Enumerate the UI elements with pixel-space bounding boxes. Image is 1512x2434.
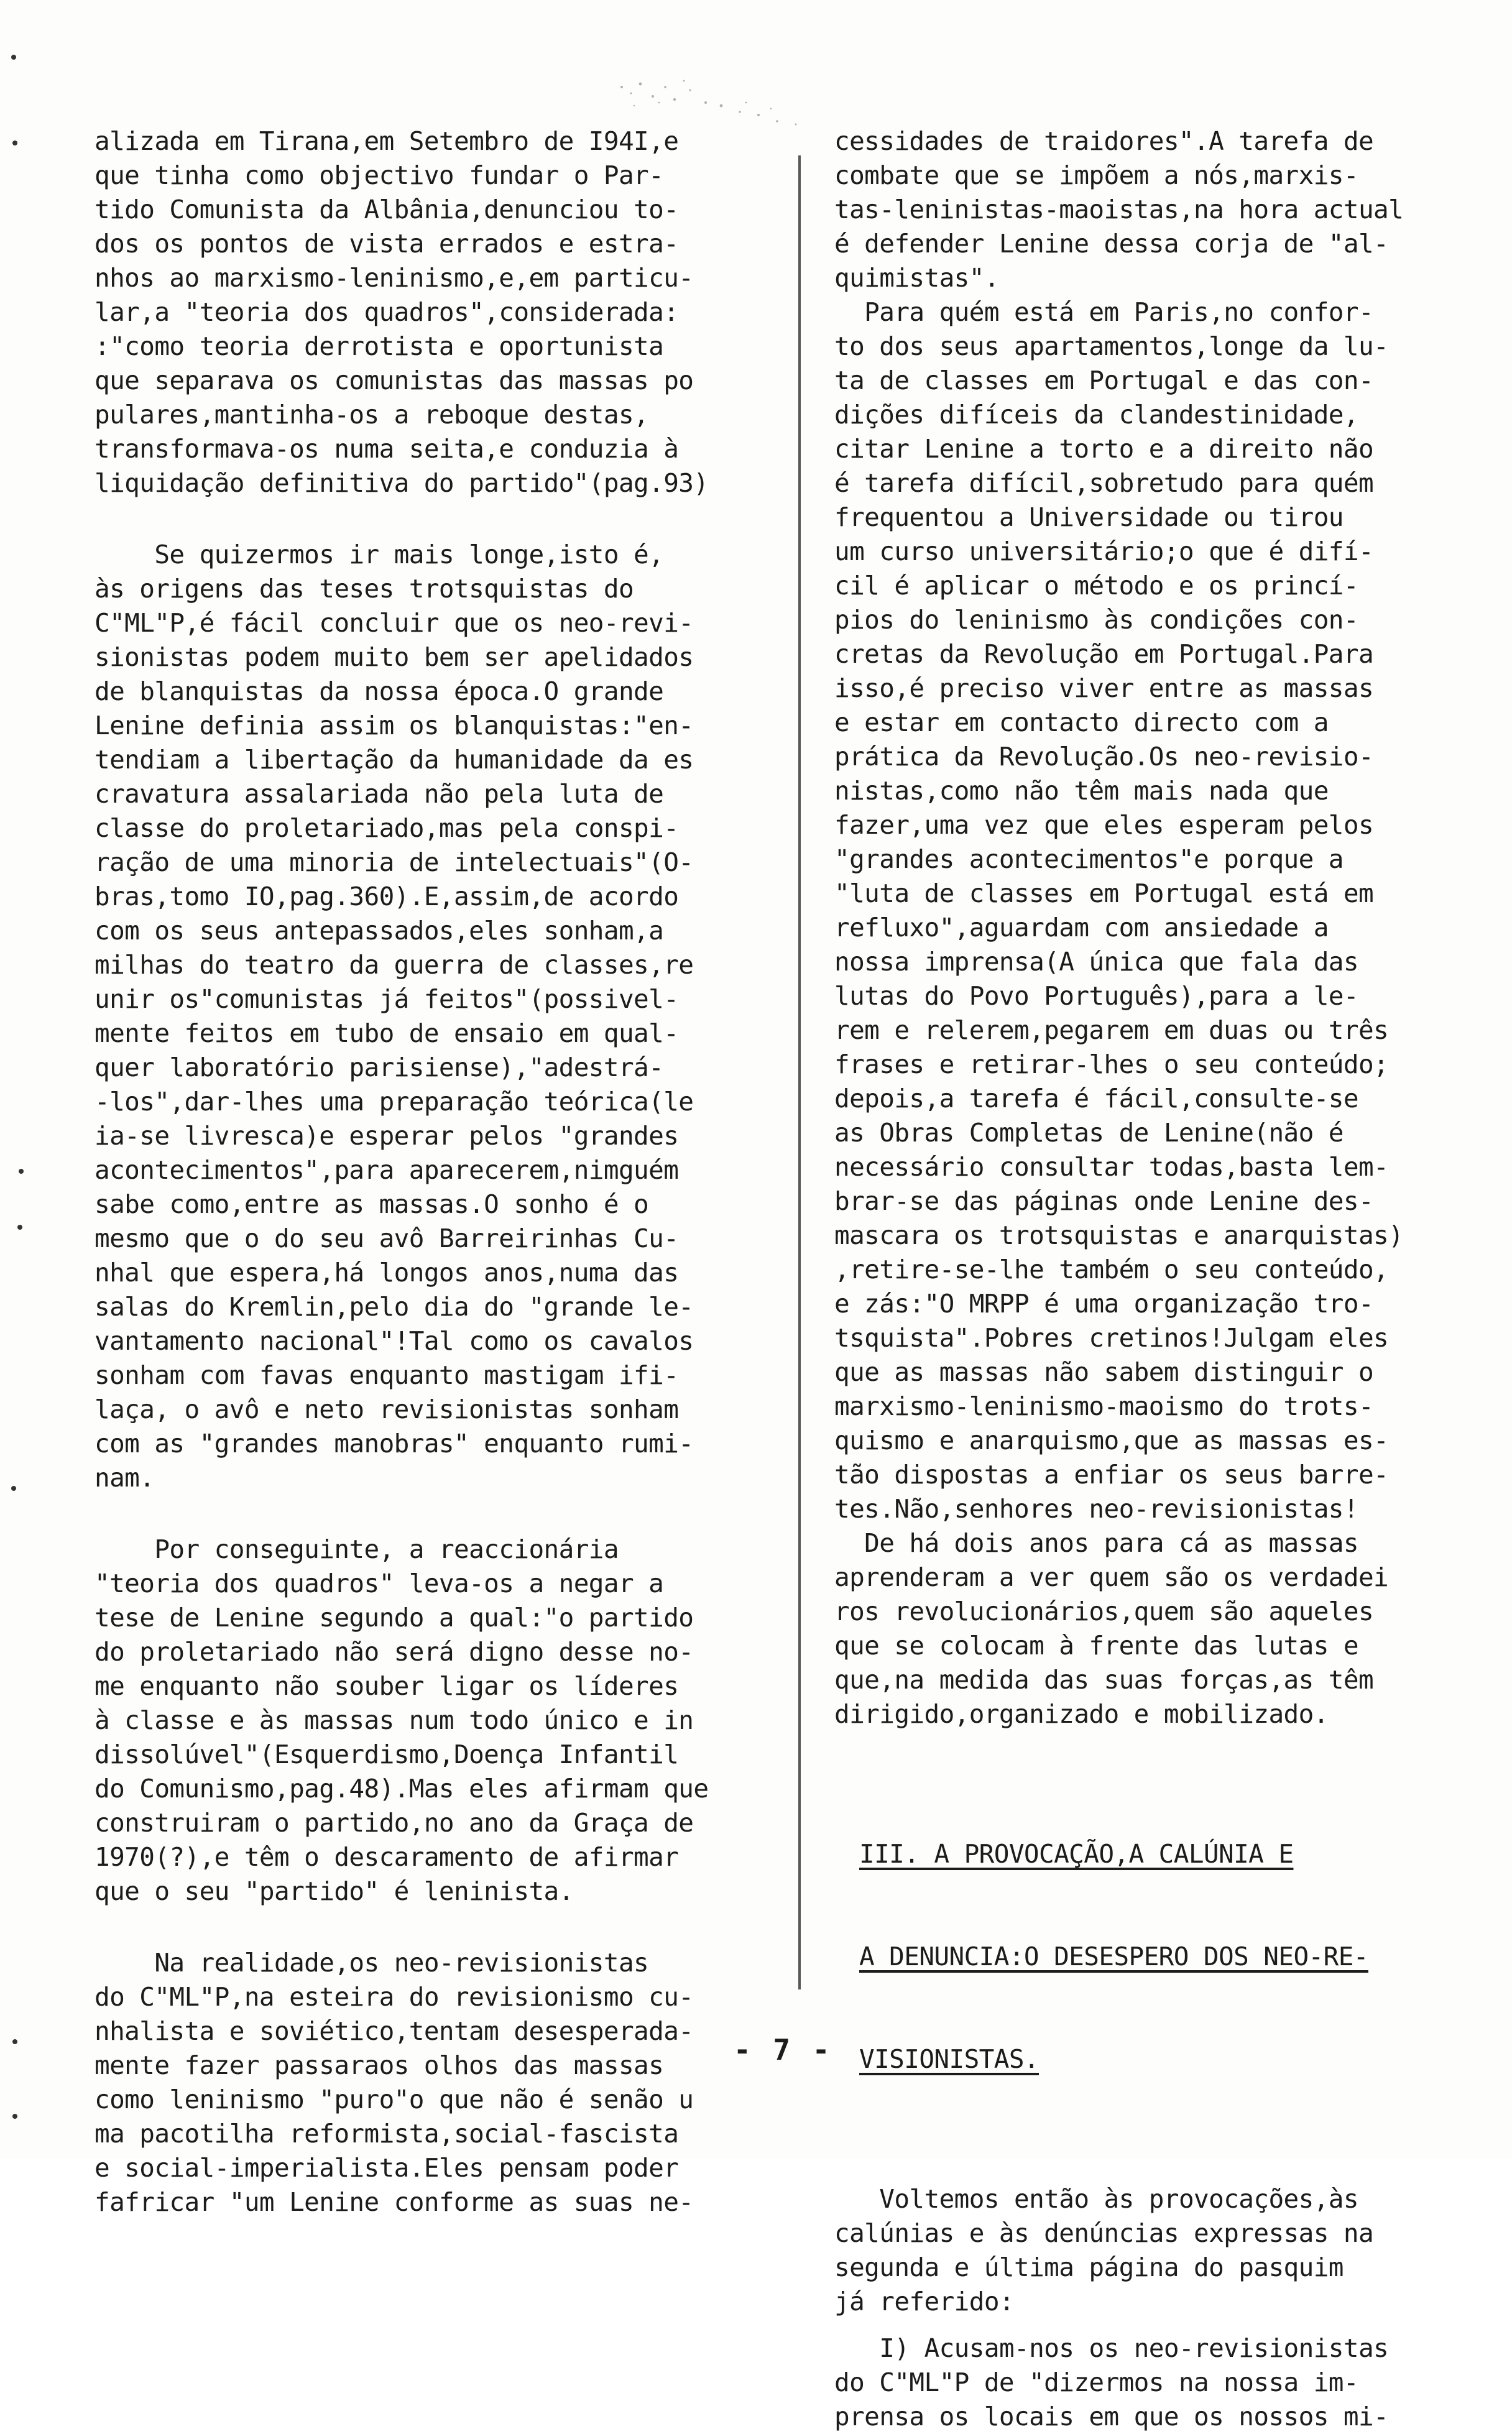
right-paragraph-4: Voltemos então às provocações,às calúnias e às denúncias expressas na segunda e última página do pasquim já referido: xyxy=(834,2184,1374,2316)
right-paragraph-5: I) Acusam-nos os neo-revisionistas do C"ML"P de "dizermos na nossa im- prensa os locais em que os nossos mi- xyxy=(834,2333,1389,2432)
page-number: - 7 - xyxy=(734,2033,832,2067)
column-divider xyxy=(798,155,801,1989)
left-paragraph-4: Na realidade,os neo-revisionistas do C"ML"P,na esteira do revisionismo cu- nhalista e soviético,tentam desesperada- mente fazer passaraos olhos das massas como leninismo "puro"o que não é senão u ma pacotilha reformista,social-fascista e social-imperialista.Eles pensam poder fafricar "um Lenine conforme as suas ne- xyxy=(94,1948,694,2217)
right-column xyxy=(834,124,1512,2434)
scan-speck xyxy=(11,1486,16,1491)
left-paragraph-2: Se quizermos ir mais longe,isto é, às origens das teses trotsquistas do C"ML"P,é fácil concluir que os neo-revi- sionistas podem muito bem ser apelidados de blanquistas da nossa época.O grande Lenine definia assim os blanquistas:"en- tendiam a libertação da humanidade da es cravatura assalariada não pela luta de classe do proletariado,mas pela conspi- ração de uma minoria de intelectuais"(O- bras,tomo IO,pag.360).E,assim,de acordo com os seus antepassados,eles sonham,a milhas do teatro da guerra de classes,re unir os"comunistas já feitos"(possivel- mente feitos em tubo de ensaio em qual- quer laboratório parisiense),"adestrá- -los",dar-lhes uma preparação teórica(le ia-se livresca)e esperar pelos "grandes acontecimentos",para aparecerem,nimguém sabe como,entre as massas.O sonho é o mesmo que o do seu avô Barreirinhas Cu- nhal que espera,há longos anos,numa das salas do Kremlin,pelo dia do "grande le- vantamento nacional"!Tal como os cavalos sonham com favas enquanto mastigam ifi- laça, o avô e neto revisionistas sonham com as "grandes manobras" enquanto rumi- nam. xyxy=(94,540,694,1493)
right-paragraph-3: De há dois anos para cá as massas aprenderam a ver quem são os verdadei ros revolucionários,quem são aqueles que se colocam à frente das lutas e que,na medida das suas forças,as têm dirigido,organizado e mobilizado. xyxy=(834,1528,1389,1729)
scan-speck xyxy=(12,141,17,145)
left-column xyxy=(94,124,778,2220)
section-heading-line-1: III. A PROVOCAÇÃO,A CALÚNIA E xyxy=(859,1839,1294,1869)
left-paragraph-1: alizada em Tirana,em Setembro de I94I,e que tinha como objectivo fundar o Par- tido Comunista da Albânia,denunciou to- dos os pontos de vista errados e estra- nhos ao marxismo-leninismo,e,em particu- lar,a "teoria dos quadros",considerada: :"como teoria derrotista e oportunista que separava os comunistas das massas po pulares,mantinha-os a reboque destas, transformava-os numa seita,e conduzia à liquidação definitiva do partido"(pag.93) xyxy=(94,126,709,498)
section-heading-line-2: A DENUNCIA:O DESESPERO DOS NEO-RE- xyxy=(859,1942,1368,1971)
section-heading-line-3: VISIONISTAS. xyxy=(859,2044,1040,2074)
scan-speck xyxy=(11,55,16,60)
scan-speck xyxy=(12,2114,17,2119)
scan-speck xyxy=(19,1169,24,1174)
scan-speck xyxy=(12,2039,17,2044)
scan-speck xyxy=(17,1225,22,1230)
left-paragraph-3: Por conseguinte, a reaccionária "teoria dos quadros" leva-os a negar a tese de Lenine segundo a qual:"o partido do proletariado não será digno desse no- me enquanto não souber ligar os líderes à classe e às massas num todo único e in dissolúvel"(Esquerdismo,Doença Infantil do Comunismo,pag.48).Mas eles afirmam que construiram o partido,no ano da Graça de 1970(?),e têm o descaramento de afirmar que o seu "partido" é leninista. xyxy=(94,1534,709,1906)
right-paragraph-1: cessidades de traidores".A tarefa de combate que se impõem a nós,marxis- tas-leninistas-maoistas,na hora actual é defender Lenine dessa corja de "al- quimistas". xyxy=(834,126,1404,293)
section-heading xyxy=(859,1769,1512,2145)
right-paragraph-2: Para quém está em Paris,no confor- to dos seus apartamentos,longe da lu- ta de classes em Portugal e das con- dições difíceis da clandestinidade, citar Lenine a torto e a direito não é tarefa difícil,sobretudo para quém frequentou a Universidade ou tirou um curso universitário;o que é difí- cil é aplicar o método e os princí- pios do leninismo às condições con- cretas da Revolução em Portugal.Para isso,é preciso viver entre as massas e estar em contacto directo com a prática da Revolução.Os neo-revisio- nistas,como não têm mais nada que fazer,uma vez que eles esperam pelos "grandes acontecimentos"e porque a "luta de classes em Portugal está em refluxo",aguardam com ansiedade a nossa imprensa(A única que fala das lutas do Povo Português),para a le- rem e relerem,pegarem em duas ou três frases e retirar-lhes o seu conteúdo; depois,a tarefa é fácil,consulte-se as Obras Completas de Lenine(não é necessário consultar todas,basta lem- brar-se das páginas onde Lenine des- mascara os trotsquistas e anarquistas) ,retire-se-lhe também o seu conteúdo, e zás:"O MRPP é uma organização tro- tsquista".Pobres cretinos!Julgam eles que as massas não sabem distinguir o marxismo-leninismo-maoismo do trots- quismo e anarquismo,que as massas es- tão dispostas a enfiar os seus barre- tes.Não,senhores neo-revisionistas! xyxy=(834,297,1404,1524)
